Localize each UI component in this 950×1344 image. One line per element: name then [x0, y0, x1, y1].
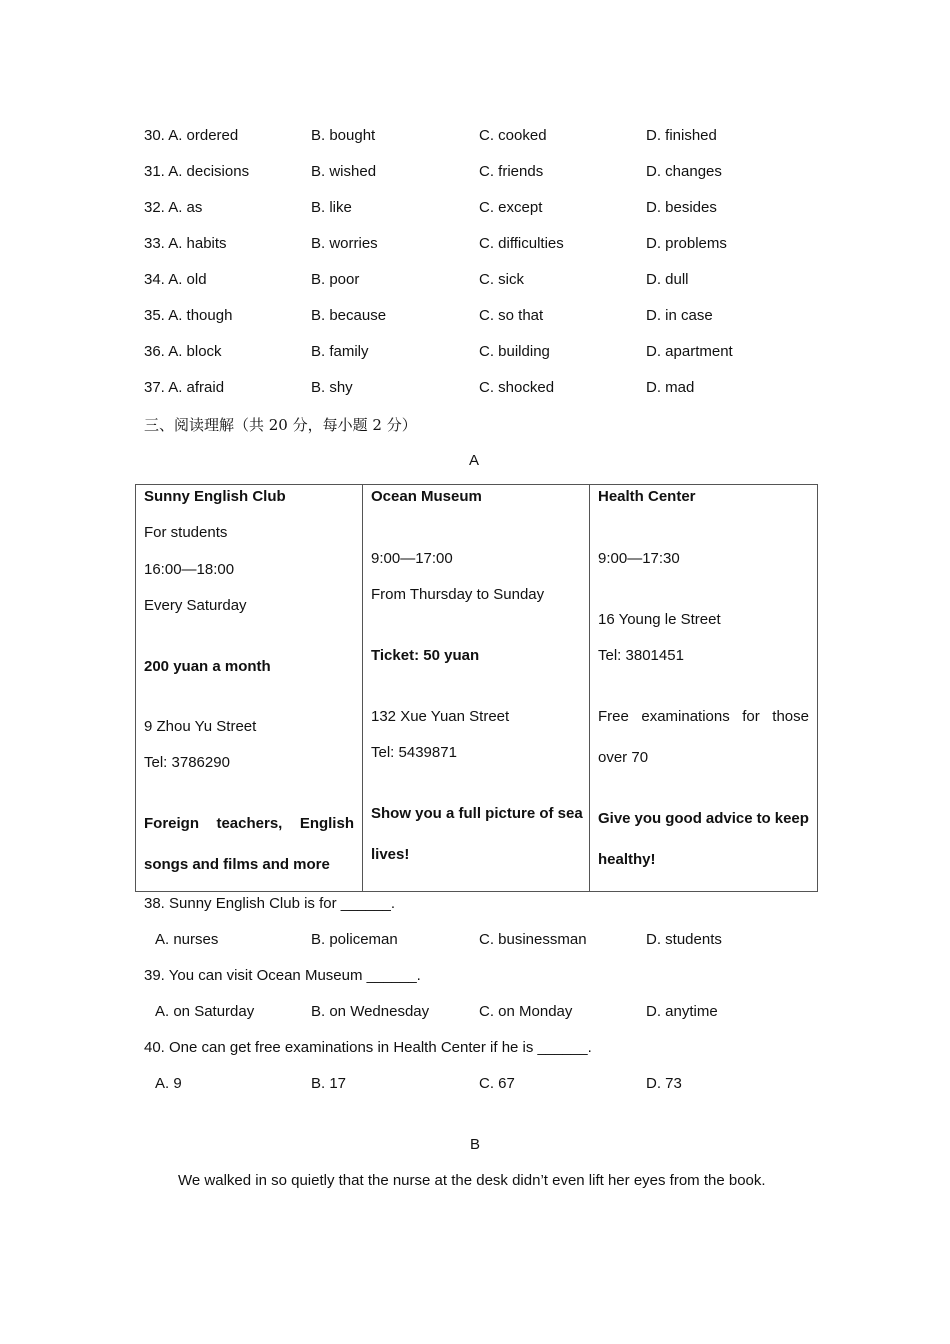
museum-feature-line1: Show you a full picture of sea: [371, 805, 583, 822]
option-row-31: [0, 163, 950, 185]
health-address: 16 Young le Street: [598, 611, 721, 628]
option-c: C. difficulties: [479, 235, 564, 252]
word: to: [756, 810, 771, 827]
option-a: 33. A. habits: [144, 235, 227, 252]
club-feature-line2: songs and films and more: [144, 856, 330, 873]
question-39-stem: 39. You can visit Ocean Museum ______.: [144, 967, 421, 984]
option-c: C. shocked: [479, 379, 555, 396]
word: advice: [705, 810, 753, 827]
museum-address: 132 Xue Yuan Street: [371, 708, 510, 725]
option-d: D. students: [646, 931, 722, 948]
museum-ticket: Ticket: 50 yuan: [371, 647, 480, 664]
option-row-35: [0, 307, 950, 329]
option-b: B. policeman: [311, 931, 398, 948]
option-c: C. so that: [479, 307, 544, 324]
option-a: 30. A. ordered: [144, 127, 239, 144]
section-heading: 三、阅读理解（共 20 分，每小题 2 分）: [144, 416, 417, 434]
option-c: C. sick: [479, 271, 524, 288]
option-a: 37. A. afraid: [144, 379, 225, 396]
option-d: D. mad: [646, 379, 695, 396]
word: teachers,: [216, 815, 283, 832]
museum-name: Ocean Museum: [371, 488, 482, 505]
option-b: B. shy: [311, 379, 353, 396]
option-row-36: [0, 343, 950, 365]
museum-days: From Thursday to Sunday: [371, 586, 545, 603]
option-b: B. family: [311, 343, 369, 360]
option-a: A. 9: [155, 1075, 182, 1092]
option-c: C. 67: [479, 1075, 515, 1092]
option-b: B. worries: [311, 235, 378, 252]
museum-time: 9:00—17:00: [371, 550, 453, 567]
option-d: D. problems: [646, 235, 727, 252]
option-row-33: [0, 235, 950, 257]
option-c: C. except: [479, 199, 543, 216]
word: you: [634, 810, 662, 827]
option-d: D. apartment: [646, 343, 733, 360]
ads-table: [135, 484, 818, 892]
option-c: C. friends: [479, 163, 544, 180]
word: Free: [598, 708, 629, 725]
question-38-stem: 38. Sunny English Club is for ______.: [144, 895, 395, 912]
health-free-line1: [598, 708, 809, 725]
club-name: Sunny English Club: [144, 488, 286, 505]
health-feature-line1: [598, 810, 809, 827]
option-a: A. on Saturday: [155, 1003, 255, 1020]
option-c: C. on Monday: [479, 1003, 573, 1020]
question-40-options: [0, 1075, 950, 1097]
club-time: 16:00—18:00: [144, 561, 235, 578]
option-a: 35. A. though: [144, 307, 233, 324]
option-b: B. wished: [311, 163, 377, 180]
option-row-32: [0, 199, 950, 221]
option-a: 31. A. decisions: [144, 163, 250, 180]
health-time: 9:00—17:30: [598, 550, 680, 567]
question-40-stem: 40. One can get free examinations in Health Center if he is ______.: [144, 1039, 592, 1056]
option-d: D. dull: [646, 271, 689, 288]
option-row-34: [0, 271, 950, 293]
option-d: D. in case: [646, 307, 713, 324]
health-feature-line2: healthy!: [598, 851, 656, 868]
museum-tel: Tel: 5439871: [371, 744, 457, 761]
option-a: A. nurses: [155, 931, 219, 948]
museum-ad: [363, 485, 590, 892]
question-38-options: [0, 931, 950, 953]
option-d: D. besides: [646, 199, 717, 216]
passage-a-label: A: [469, 452, 480, 469]
club-feature-line1: [144, 815, 354, 832]
option-d: D. finished: [646, 127, 717, 144]
option-c: C. cooked: [479, 127, 547, 144]
passage-b-label: B: [470, 1136, 481, 1153]
museum-feature-line2: lives!: [371, 846, 410, 863]
club-address: 9 Zhou Yu Street: [144, 718, 257, 735]
option-b: B. poor: [311, 271, 360, 288]
word: for: [742, 708, 760, 725]
word: examinations: [641, 708, 730, 725]
word: English: [299, 815, 354, 832]
option-a: 32. A. as: [144, 199, 203, 216]
option-b: B. 17: [311, 1075, 347, 1092]
passage-b-text: We walked in so quietly that the nurse at the desk didn’t even lift her eyes from the book.: [178, 1172, 766, 1189]
option-a: 36. A. block: [144, 343, 222, 360]
option-d: D. 73: [646, 1075, 682, 1092]
option-row-37: [0, 379, 950, 401]
club-days: Every Saturday: [144, 597, 247, 614]
word: good: [665, 810, 702, 827]
health-free-line2: over 70: [598, 749, 649, 766]
option-b: B. because: [311, 307, 387, 324]
option-row-30: [0, 127, 950, 149]
option-d: D. changes: [646, 163, 722, 180]
question-39-options: [0, 1003, 950, 1025]
club-ad: [136, 485, 363, 892]
option-d: D. anytime: [646, 1003, 718, 1020]
option-c: C. building: [479, 343, 550, 360]
health-name: Health Center: [598, 488, 696, 505]
club-for: For students: [144, 524, 228, 541]
option-c: C. businessman: [479, 931, 587, 948]
word: keep: [774, 810, 809, 827]
club-tel: Tel: 3786290: [144, 754, 230, 771]
option-b: B. like: [311, 199, 352, 216]
word: Foreign: [144, 815, 199, 832]
option-a: 34. A. old: [144, 271, 207, 288]
option-b: B. bought: [311, 127, 376, 144]
word: Give: [598, 810, 631, 827]
option-b: B. on Wednesday: [311, 1003, 430, 1020]
club-price: 200 yuan a month: [144, 658, 271, 675]
health-tel: Tel: 3801451: [598, 647, 684, 664]
health-ad: [590, 485, 818, 892]
word: those: [772, 708, 809, 725]
